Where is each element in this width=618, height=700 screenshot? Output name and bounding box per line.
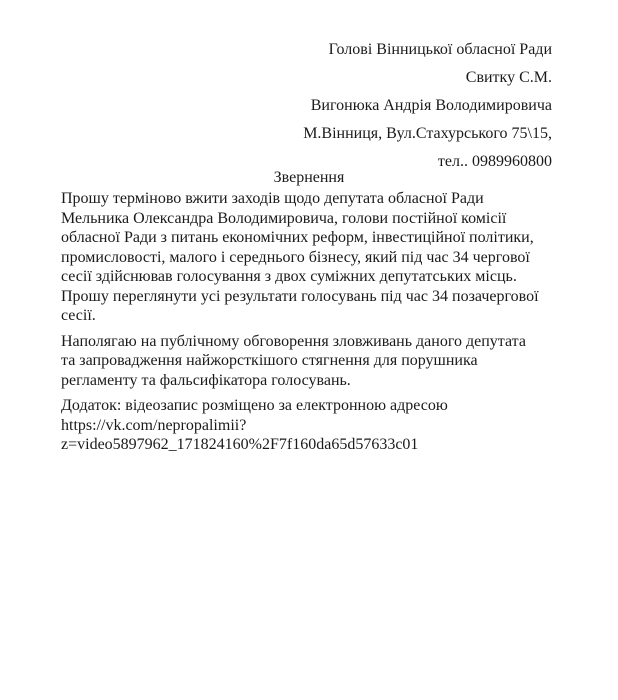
paragraph-line: сесії. (61, 307, 96, 324)
paragraph-line: обласної Ради з питань економічних реформ, інвестиційної політики, (61, 229, 534, 246)
paragraph-line: регламенту та фальсифікатора голосувань. (61, 371, 351, 389)
paragraph-line: промисловості, малого і середнього бізнесу, який під час 34 чергової (61, 248, 530, 266)
paragraph-line: Прошу переглянути усі результати голосувань під час 34 позачергової (61, 287, 539, 305)
paragraph-line: Прошу терміново вжити заходів щодо депутата обласної Ради (61, 190, 484, 207)
paragraph-demand (61, 332, 561, 391)
document-body (61, 189, 561, 461)
paragraph-line: Мельника Олександра Володимировича, голови постійної комісії (61, 209, 507, 227)
sender-address: М.Вінниця, Вул.Стахурського 75\15, (303, 125, 552, 142)
paragraph-line: Додаток: відеозапис розміщено за електронною адресою (61, 397, 448, 414)
addressee-block (303, 36, 552, 176)
attachment-link-part: z=video5897962_171824160%2F7f160da65d57633c01 (61, 436, 419, 453)
paragraph-line: сесії здійснював голосування з двох суміжних депутатських місць. (61, 268, 517, 285)
addressee-recipient: Голові Вінницької обласної Ради (328, 41, 552, 58)
paragraph-line: та запровадження найжорсткішого стягнення для порушника (61, 352, 478, 369)
paragraph-attachment (61, 396, 561, 455)
document-title: Звернення (273, 169, 345, 186)
paragraph-request (61, 189, 561, 326)
addressee-name: Свитку С.М. (465, 69, 552, 86)
paragraph-line: Наполягаю на публічному обговорення зловживань даного депутата (61, 332, 526, 350)
sender-phone: тел.. 0989960800 (437, 153, 552, 170)
attachment-link-part: https://vk.com/nepropalimii? (61, 416, 247, 434)
sender-name: Вигонюка Андрія Володимировича (310, 97, 552, 114)
